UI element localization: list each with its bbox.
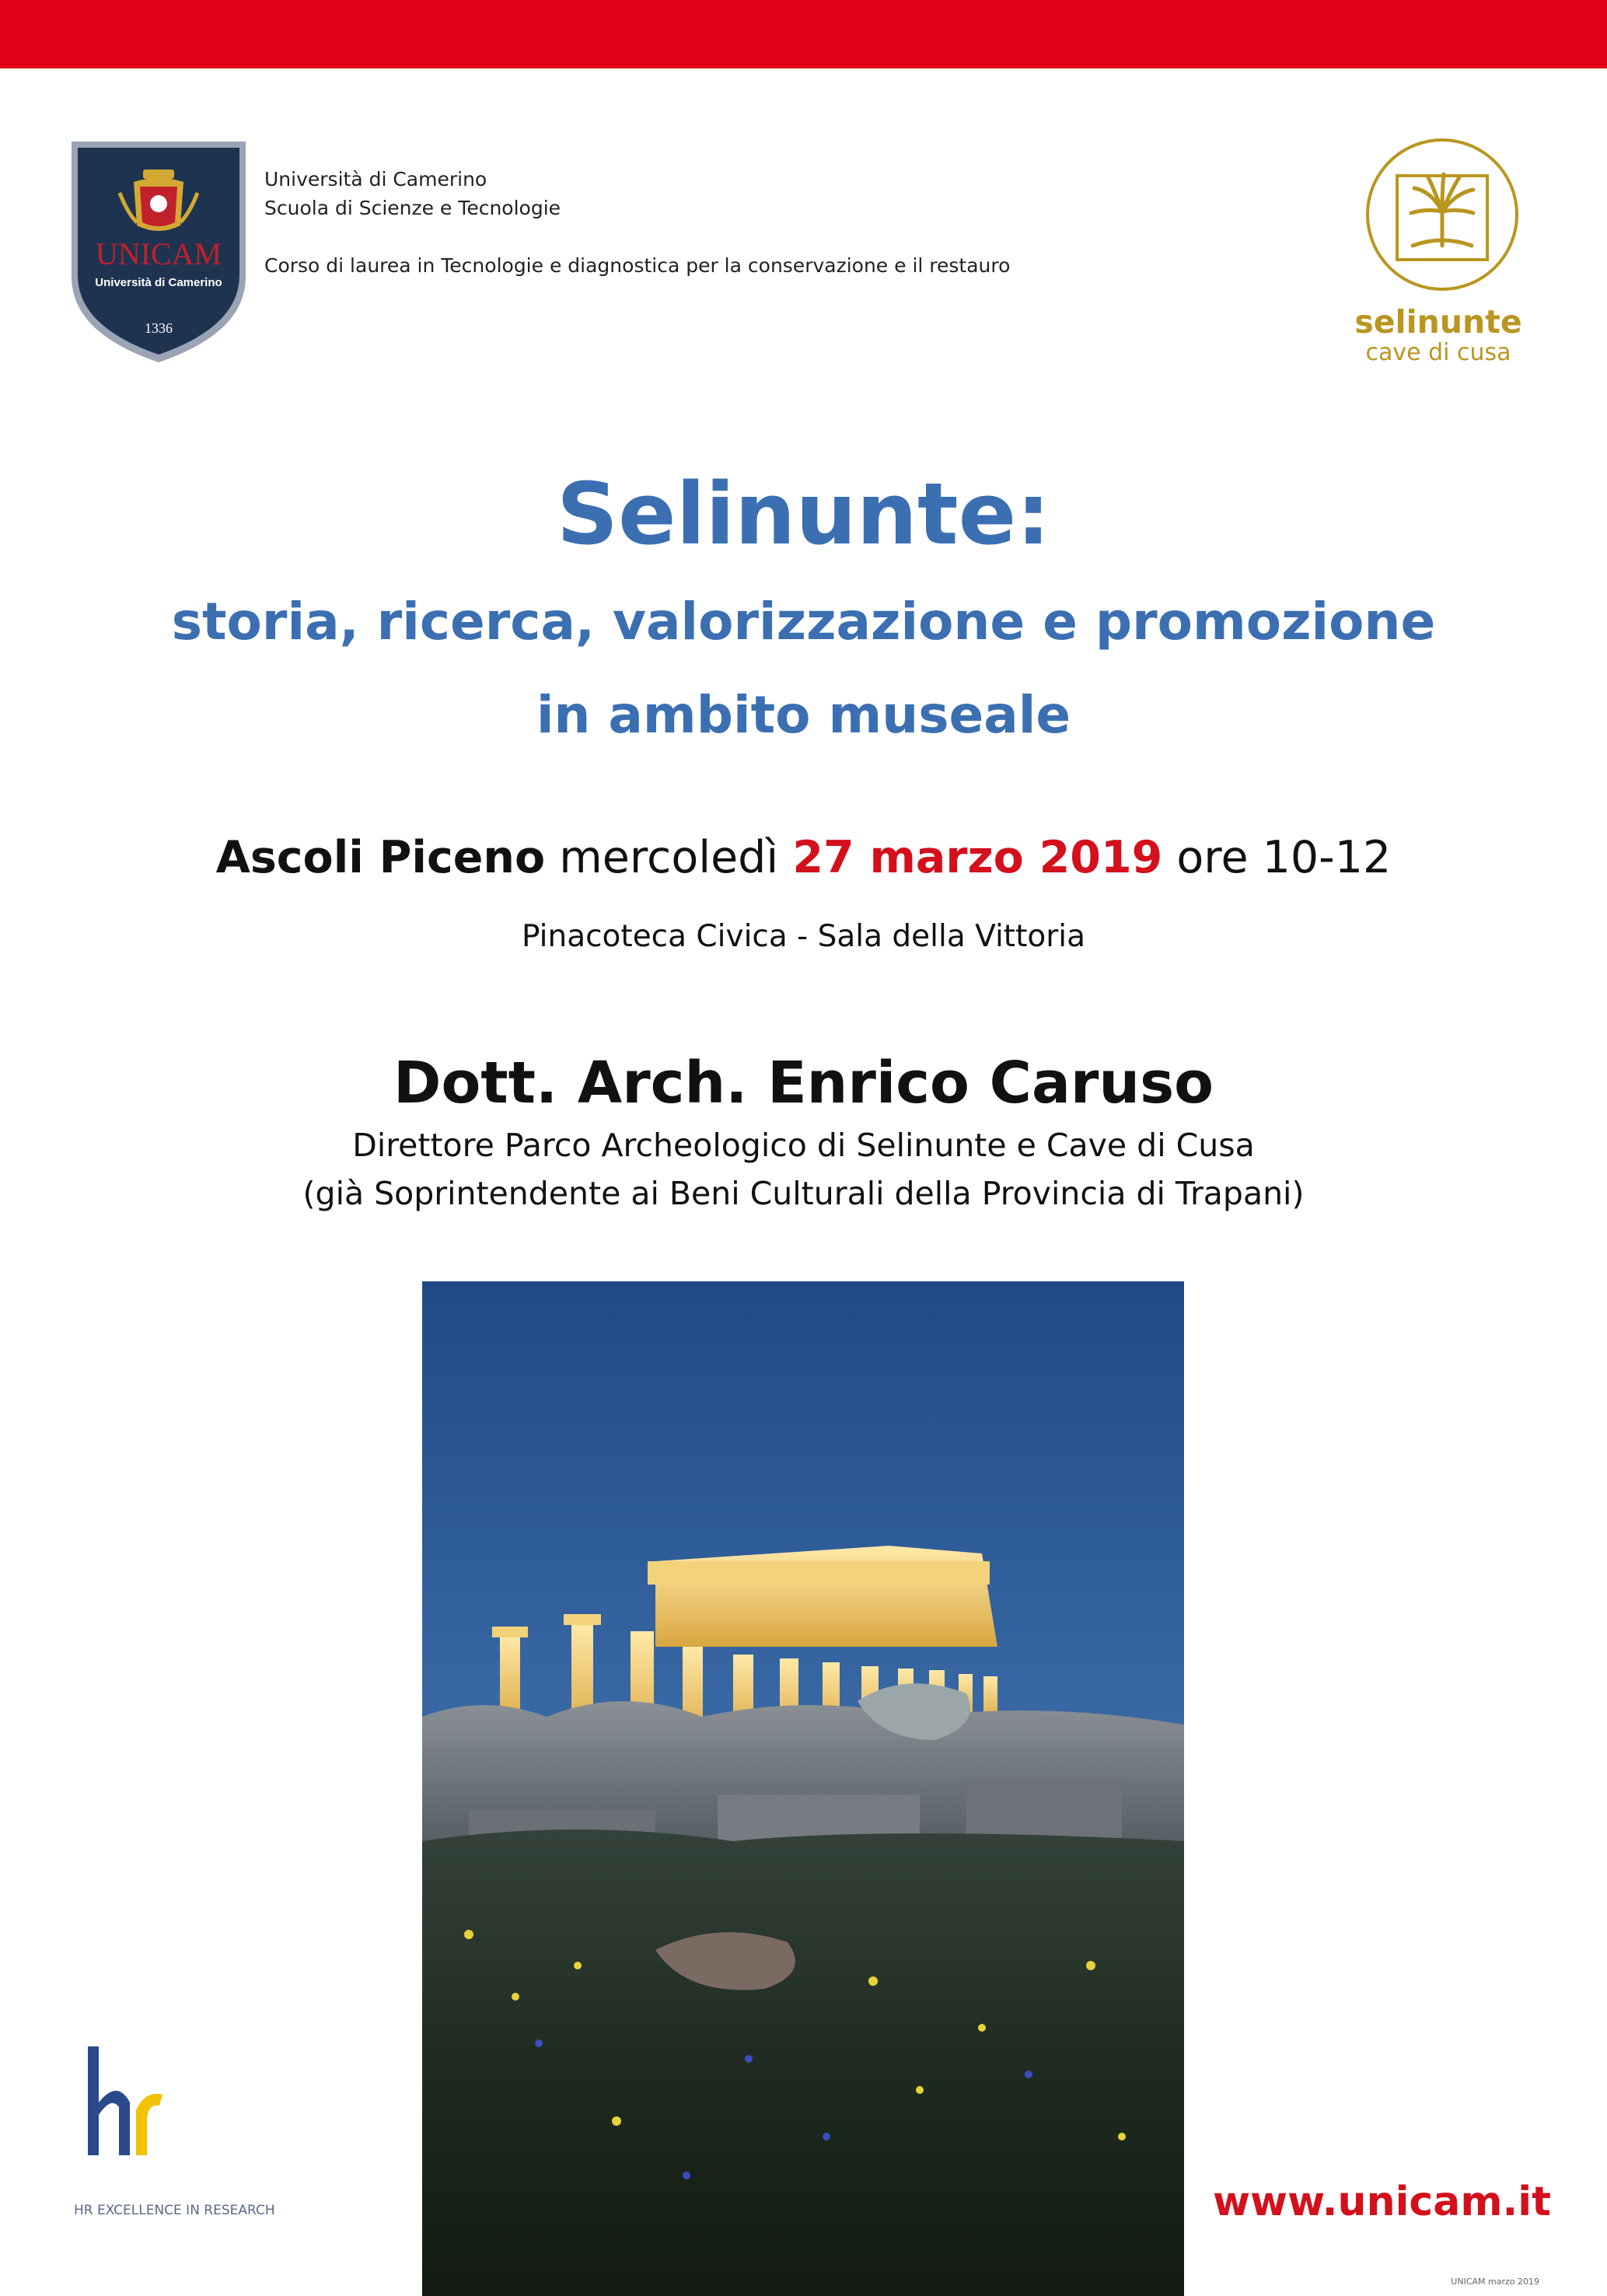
subtitle-line-1: storia, ricerca, valorizzazione e promozione xyxy=(171,592,1436,652)
institution-name: Università di Camerino xyxy=(264,168,487,190)
school-name: Scuola di Scienze e Tecnologie xyxy=(264,197,561,219)
selinunte-palm-logo xyxy=(1357,137,1528,292)
event-weekday: mercoledì xyxy=(559,832,779,883)
unicam-logo-name: UNICAM xyxy=(95,236,222,271)
event-date: 27 marzo 2019 xyxy=(792,832,1163,883)
hr-excellence-text: HR EXCELLENCE IN RESEARCH xyxy=(74,2203,275,2218)
selinunte-logo-name: selinunte xyxy=(1354,303,1522,341)
print-note: UNICAM marzo 2019 xyxy=(1451,2277,1539,2287)
subtitle-line-2: in ambito museale xyxy=(536,685,1071,745)
unicam-logo-subtitle: Università di Camerino xyxy=(95,276,222,289)
speaker-former-role: (già Soprintendente ai Beni Culturali della Provincia di Trapani) xyxy=(302,1175,1305,1212)
event-time: ore 10-12 xyxy=(1176,832,1392,883)
unicam-shield-logo xyxy=(68,138,249,365)
course-name: Corso di laurea in Tecnologie e diagnostica per la conservazione e il restauro xyxy=(264,254,1011,277)
institution-block xyxy=(264,165,1010,280)
website-link[interactable]: www.unicam.it xyxy=(1213,2179,1551,2225)
speaker-role: Direttore Parco Archeologico di Selinunte e Cave di Cusa xyxy=(352,1127,1255,1164)
main-title: Selinunte: xyxy=(556,464,1051,564)
top-red-bar xyxy=(0,0,1607,68)
event-info xyxy=(0,830,1607,885)
speaker-name: Dott. Arch. Enrico Caruso xyxy=(393,1050,1214,1117)
hr-excellence-logo xyxy=(74,2040,167,2165)
event-city: Ascoli Piceno xyxy=(215,832,546,883)
temple-night-photo xyxy=(422,1281,1184,2296)
selinunte-logo-subtitle: cave di cusa xyxy=(1365,339,1511,366)
unicam-logo-year: 1336 xyxy=(145,320,173,336)
event-venue: Pinacoteca Civica - Sala della Vittoria xyxy=(521,919,1085,954)
